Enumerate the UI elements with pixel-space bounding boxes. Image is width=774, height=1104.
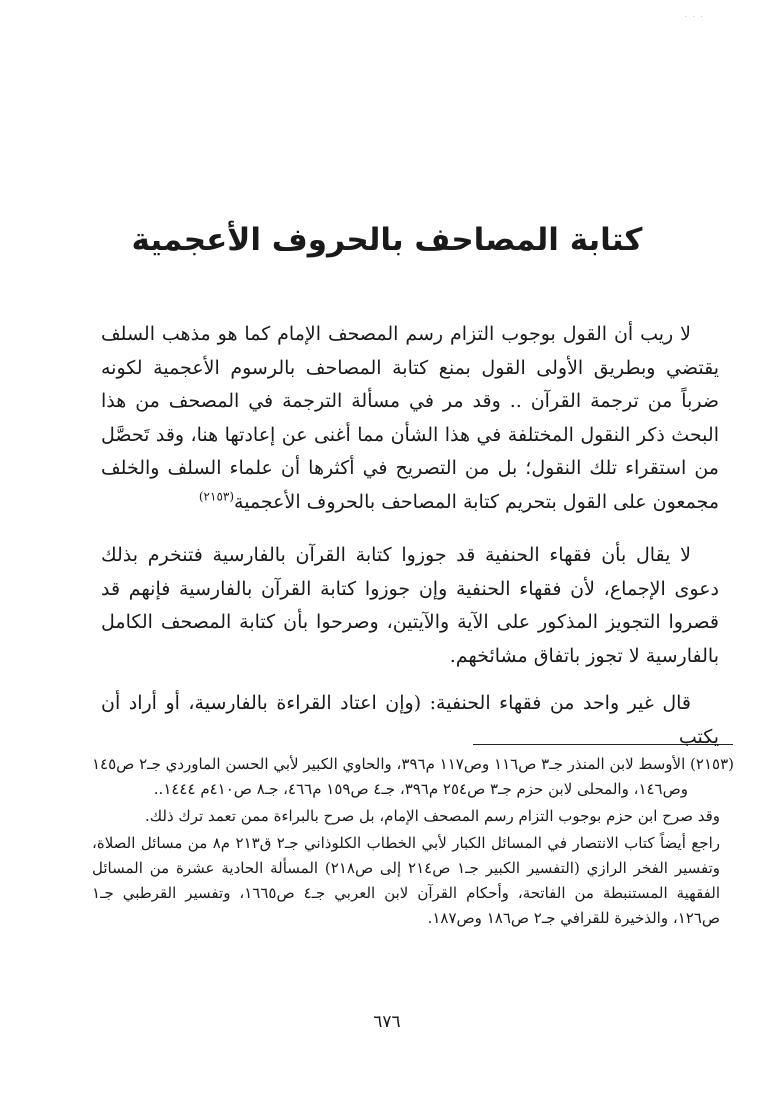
scan-specks: · · · <box>685 14 705 21</box>
footnote-reference[interactable]: (٢١٥٣) <box>198 489 235 504</box>
paragraph-2-text: لا يقال بأن فقهاء الحنفية قد جوزوا كتابة القرآن بالفارسية فتنخرم بذلك دعوى الإجماع، لأن فقهاء الحنفية وإن جوزوا كتابة القرآن بالفارسية فإنهم قد قصروا التجويز المذكور على الآية والآيتين، وصرحوا بأن كتابة المصحف الكامل بالفارسية لا تجوز باتفاق مشائخهم. <box>101 544 719 667</box>
footnotes <box>92 752 734 933</box>
footnote-1: (٢١٥٣) الأوسط لابن المنذر جـ٣ ص١١٦ وص١١٧ م٣٩٦، والحاوي الكبير لأبي الحسن الماوردي جـ٢ ص١٤٥ وص١٤٦، والمحلى لابن حزم جـ٣ ص٢٥٤ م٣٩٦، جـ٤ ص١٥٩ م٤٦٦، جـ٨ ص٤١٠م ١٤٤٤.. <box>92 755 734 798</box>
page-number: ٦٧٦ <box>373 1012 401 1032</box>
footnote-1-continuation: وقد صرح ابن حزم بوجوب التزام رسم المصحف الإمام، بل صرح بالبراءة ممن تعمد ترك ذلك. <box>144 807 720 825</box>
footnote-1-references: راجع أيضاً كتاب الانتصار في المسائل الكبار لأبي الخطاب الكلوذاني جـ٢ ق٢١٣ م٨ من مسائل الصلاة، وتفسير الفخر الرازي (التفسير الكبير جـ١ ص٢١٤ إلى ص٢١٨) المسألة الحادية عشرة من المسائل الفقهية المستنبطة من الفاتحة، وأحكام القرآن لابن العربي جـ٤ ص١٦٦٥، وتفسير القرطبي جـ١ ص١٢٦، والذخيرة للقرافي جـ٢ ص١٨٦ وص١٨٧. <box>92 834 721 927</box>
footnote-divider <box>473 744 733 745</box>
paragraph-2 <box>101 539 719 673</box>
paragraph-1 <box>101 318 719 519</box>
paragraph-3-text: قال غير واحد من فقهاء الحنفية: (وإن اعتاد القراءة بالفارسية، أو أراد أن يكتب <box>101 692 719 748</box>
page-title: كتابة المصاحف بالحروف الأعجمية <box>131 222 643 258</box>
paragraph-1-text: لا ريب أن القول بوجوب التزام رسم المصحف الإمام كما هو مذهب السلف يقتضي وبطريق الأولى القول بمنع كتابة المصاحف بالرسوم الأعجمية لكونه ضرباً من ترجمة القرآن .. وقد مر في مسألة الترجمة في المصحف من هذا البحث ذكر النقول المختلفة في هذا الشأن مما أغنى عن إعادتها هنا، وقد تَحصَّل من استقراء تلك النقول؛ بل من التصريح في أكثرها أن علماء السلف والخلف مجمعون على القول بتحريم كتابة المصاحف بالحروف الأعجمية <box>101 323 719 513</box>
